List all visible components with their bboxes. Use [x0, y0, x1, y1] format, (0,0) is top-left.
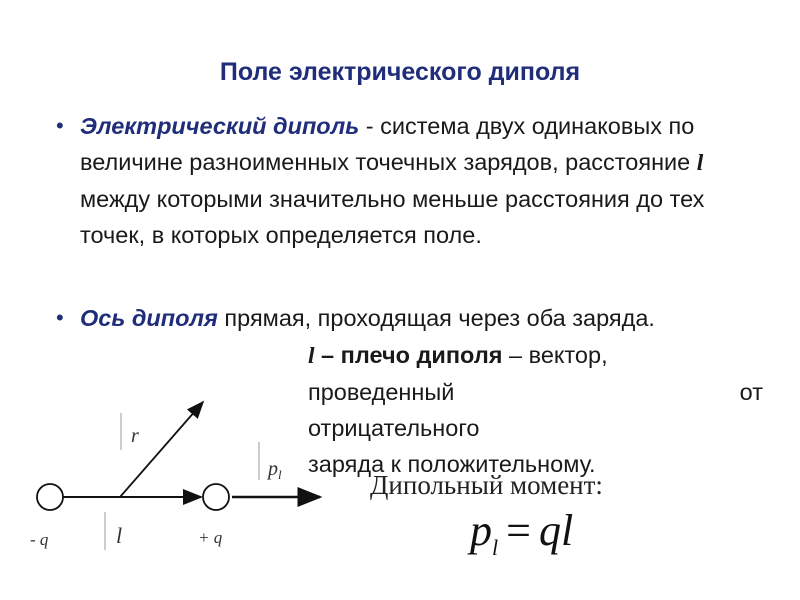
axis-definition-text: прямая, проходящая через оба заряда.	[217, 305, 655, 331]
arm-line-4: заряда к положительному.	[308, 451, 596, 477]
formula-rhs: ql	[538, 506, 574, 555]
negative-charge	[37, 484, 63, 510]
bullet-marker: •	[56, 113, 64, 138]
arm-line2-left: проведенный	[308, 379, 455, 405]
pl-label-p: p	[268, 458, 278, 480]
l-label: l	[116, 523, 123, 548]
arm-symbol: l	[308, 343, 315, 369]
definition-text: - система двух одинаковых по величине разноименных точечных зарядов, расстояние	[80, 113, 697, 175]
term-electric-dipole: Электрический диполь	[80, 113, 360, 139]
term-dipole-axis: Ось диполя	[80, 305, 218, 331]
pos-charge-label: + q	[198, 528, 223, 547]
page-title: Поле электрического диполя	[219, 58, 581, 86]
pl-label-sub: l	[278, 467, 282, 482]
symbol-l: l	[696, 150, 704, 176]
r-vector	[120, 402, 203, 497]
arm-term: плечо диполя	[340, 342, 503, 368]
bullet-marker: •	[56, 305, 64, 330]
definition-text-after: между которыми значительно меньше расстояния до тех точек, в которых определяется поле.	[80, 186, 705, 248]
formula-p: p	[470, 506, 492, 555]
arm-line-1	[308, 337, 763, 374]
arm-line1-rest: – вектор,	[502, 342, 608, 368]
arm-line2-right: от	[739, 379, 763, 405]
neg-charge-label: - q	[30, 530, 49, 549]
dipole-arm-definition	[308, 337, 763, 477]
arm-line-2	[308, 374, 763, 410]
formula-sub: l	[492, 534, 499, 560]
arm-line-3: отрицательного	[308, 415, 480, 441]
dipole-moment-label: Дипольный момент:	[370, 470, 603, 500]
pl-label	[266, 458, 282, 482]
arm-dash: –	[314, 342, 341, 368]
positive-charge	[203, 484, 229, 510]
r-label: r	[131, 425, 139, 447]
formula-equals: =	[506, 506, 531, 555]
dipole-moment-formula	[470, 505, 573, 561]
